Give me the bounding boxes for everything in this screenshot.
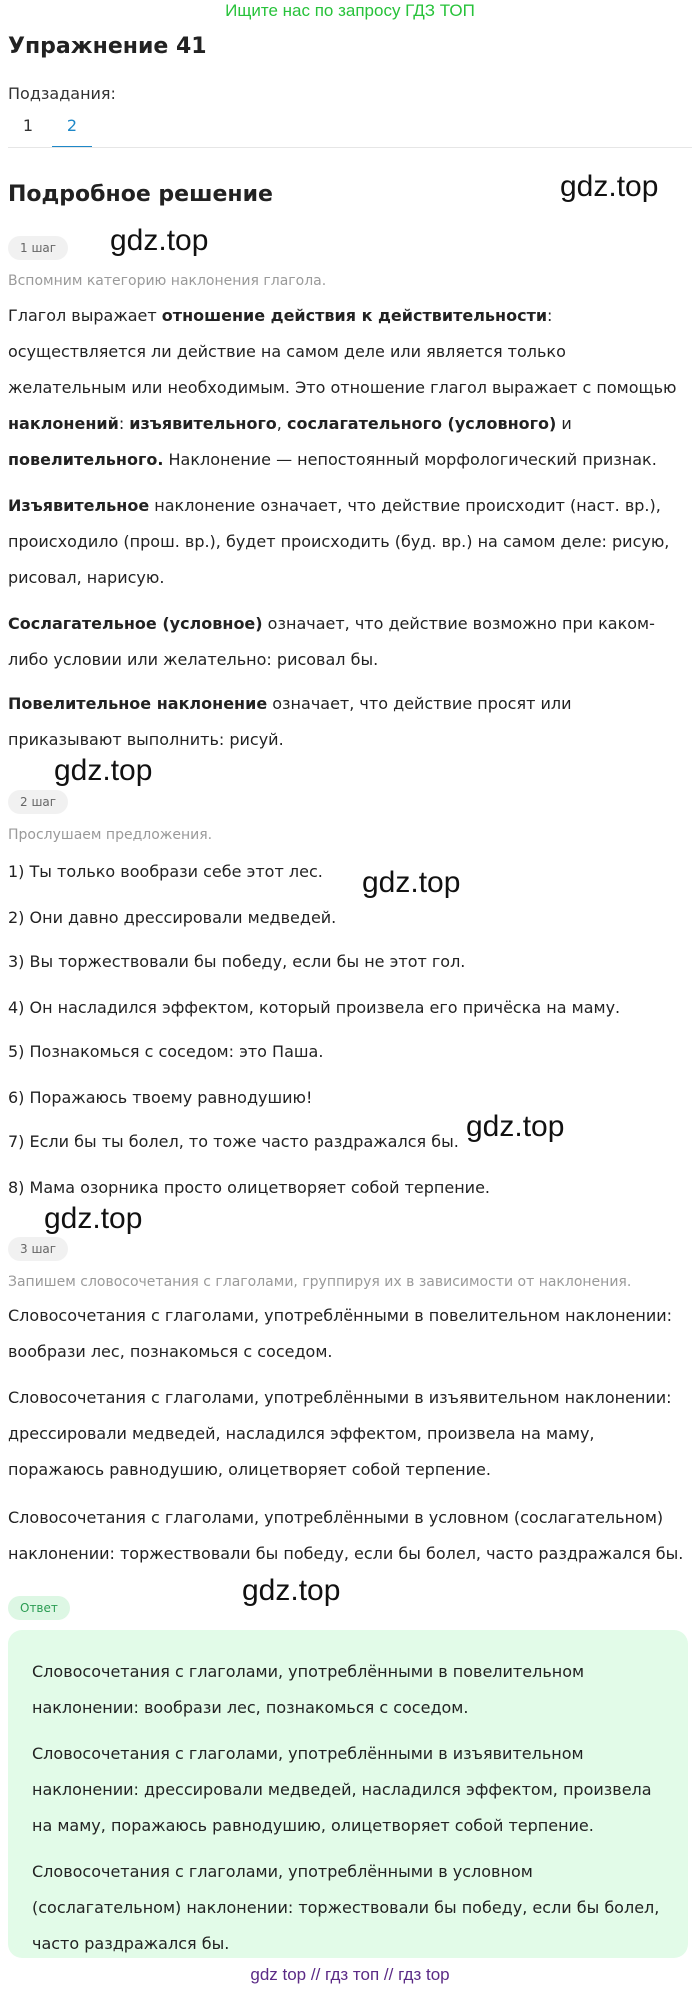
- text-run: :: [118, 414, 130, 433]
- sentence: 7) Если бы ты болел, то тоже часто раздражался бы.: [8, 1132, 459, 1151]
- bold-term: повелительного.: [8, 450, 164, 469]
- watermark: gdz.top: [110, 224, 209, 257]
- watermark: gdz.top: [466, 1110, 565, 1143]
- sentence: 6) Поражаюсь твоему равнодушию!: [8, 1088, 313, 1107]
- watermark: gdz.top: [560, 170, 659, 203]
- answer-paragraph: Словосочетания с глаголами, употреблёнными в изъявительном наклонении: дрессировали медведей, насладился эффектом, произвела на маму, поражаюсь равнодушию, олицетворяет собой терпение.: [32, 1744, 652, 1835]
- bold-term: сослагательного (условного): [286, 414, 557, 433]
- step-description: Прослушаем предложения.: [8, 827, 213, 843]
- sentence: 3) Вы торжествовали бы победу, если бы не этот гол.: [8, 952, 466, 971]
- footer-link[interactable]: гдз top: [398, 1965, 450, 1984]
- exercise-title: Упражнение 41: [8, 34, 207, 59]
- rich-paragraph: [8, 686, 688, 758]
- sentence: 4) Он насладился эффектом, который произвела его причёска на маму.: [8, 998, 621, 1017]
- text-run: означает, что действие возможно при каком-либо условии или желательно: рисовал бы.: [8, 614, 655, 669]
- rich-paragraph: [8, 606, 688, 678]
- answer-paragraph: Словосочетания с глаголами, употреблёнными в повелительном наклонении: вообрази лес, познакомься с соседом.: [32, 1662, 585, 1717]
- step-description: Вспомним категорию наклонения глагола.: [8, 273, 327, 289]
- step-badge: 1 шаг: [8, 236, 68, 260]
- bold-term: наклонений: [8, 414, 119, 433]
- bold-term: Повелительное наклонение: [8, 694, 268, 713]
- watermark: gdz.top: [242, 1574, 341, 1607]
- bold-term: изъявительного: [129, 414, 277, 433]
- answer-badge: Ответ: [8, 1596, 70, 1620]
- footer-link[interactable]: гдз топ: [325, 1965, 380, 1984]
- text-run: : осуществляется ли действие на самом деле или является только желательным или необходимым. Это отношение глагол выражает с помощью: [8, 306, 677, 397]
- step-badge: 3 шаг: [8, 1237, 68, 1261]
- bold-term: Сослагательное (условное): [8, 614, 263, 633]
- text-run: Глагол выражает: [8, 306, 162, 325]
- text-run: означает, что действие просят или приказывают выполнить: рисуй.: [8, 694, 572, 749]
- footer-link[interactable]: gdz top: [250, 1965, 307, 1984]
- step-description: Запишем словосочетания с глаголами, группируя их в зависимости от наклонения.: [8, 1274, 632, 1290]
- watermark: gdz.top: [362, 866, 461, 899]
- answer-paragraph: Словосочетания с глаголами, употреблёнными в условном (сослагательном) наклонении: торжествовали бы победу, если бы болел, часто раздражался бы.: [32, 1862, 660, 1953]
- bold-term: Изъявительное: [8, 496, 150, 515]
- text-run: наклонение означает, что действие происходит (наст. вр.), происходило (прош. вр.), будет происходить (буд. вр.) на самом деле: рисую, рисовал, нарисую.: [8, 496, 670, 587]
- subtask-tab-1[interactable]: 1: [22, 116, 34, 135]
- divider: [8, 147, 692, 148]
- collocation-paragraph: Словосочетания с глаголами, употреблёнными в условном (сослагательном) наклонении: торжествовали бы победу, если бы болел, часто раздражался бы.: [8, 1508, 684, 1563]
- collocation-paragraph: Словосочетания с глаголами, употреблёнными в повелительном наклонении: вообрази лес, познакомься с соседом.: [8, 1306, 673, 1361]
- footer-separator: //: [310, 1965, 321, 1984]
- watermark: gdz.top: [54, 754, 153, 787]
- sentence: 1) Ты только вообрази себе этот лес.: [8, 862, 323, 881]
- bold-term: отношение действия к действительности: [161, 306, 548, 325]
- rich-paragraph: [8, 298, 688, 478]
- text-run: Наклонение — непостоянный морфологический признак.: [163, 450, 657, 469]
- sentence: 5) Познакомься с соседом: это Паша.: [8, 1042, 324, 1061]
- watermark: gdz.top: [44, 1202, 143, 1235]
- subtasks-label: Подзадания:: [8, 84, 116, 103]
- footer-links: [0, 1964, 700, 1986]
- rich-paragraph: [8, 488, 688, 596]
- subtask-tab-2[interactable]: 2: [52, 112, 92, 148]
- sentence: 2) Они давно дрессировали медведей.: [8, 908, 337, 927]
- sentence: 8) Мама озорника просто олицетворяет собой терпение.: [8, 1178, 490, 1197]
- step-badge: 2 шаг: [8, 790, 68, 814]
- section-heading: Подробное решение: [8, 182, 273, 207]
- text-run: и: [556, 414, 572, 433]
- search-banner: Ищите нас по запросу ГДЗ ТОП: [225, 1, 475, 20]
- footer-separator: //: [383, 1965, 394, 1984]
- collocation-paragraph: Словосочетания с глаголами, употреблёнными в изъявительном наклонении: дрессировали медведей, насладился эффектом, произвела на маму, поражаюсь равнодушию, олицетворяет собой терпение.: [8, 1388, 672, 1479]
- text-run: ,: [276, 414, 287, 433]
